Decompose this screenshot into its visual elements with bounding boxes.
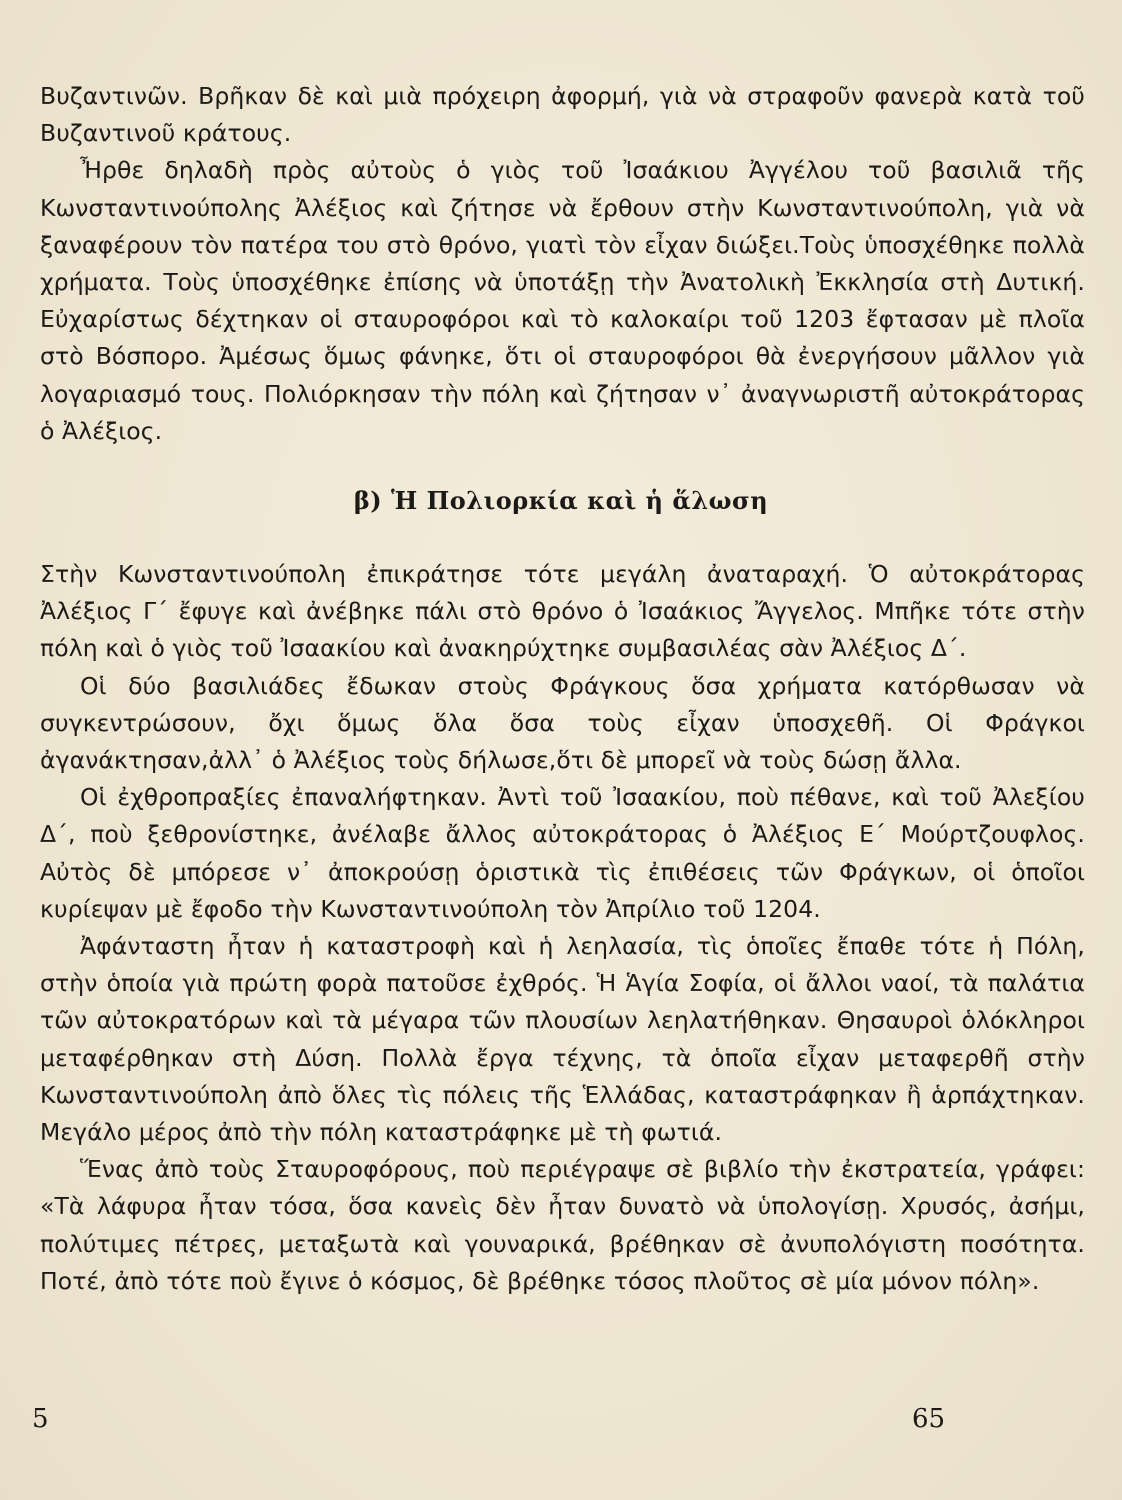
paragraph-destruction: Ἀφάνταστη ἦταν ἡ καταστροφὴ καὶ ἡ λεηλασία, τὶς ὁποῖες ἔπαθε τότε ἡ Πόλη, στὴν ὁποία γιὰ πρώτη φορὰ πατοῦσε ἐχθρός. Ἡ Ἁγία Σοφία, οἱ ἄλλοι ναοί, τὰ παλάτια τῶν αὐτοκρατόρων καὶ τὰ μέγαρα τῶν πλουσίων λεηλατήθηκαν. Θησαυροὶ ὁλόκληροι μεταφέρθηκαν στὴ Δύση. Πολλὰ ἔργα τέχνης, τὰ ὁποῖα εἶχαν μεταφερθῆ στὴν Κωνσταντινούπολη ἀπὸ ὅλες τὶς πόλεις τῆς Ἑλλάδας, καταστράφηκαν ἢ ἁρπάχτηκαν. Μεγάλο μέρος ἀπὸ τὴν πόλη καταστράφηκε μὲ τὴ φωτιά.	[40, 932, 1085, 1147]
text-block-top	[40, 78, 1085, 450]
paragraph-hostilities: Οἱ ἐχθροπραξίες ἐπαναλήφτηκαν. Ἀντὶ τοῦ Ἰσαακίου, ποὺ πέθανε, καὶ τοῦ Ἀλεξίου Δ΄, ποὺ ξεθρονίστηκε, ἀνέλαβε ἄλλος αὐτοκράτορας ὁ Ἀλέξιος Ε΄ Μούρτζουφλος. Αὐτὸς δὲ μπόρεσε ν᾽ ἀποκρούσῃ ὁριστικὰ τὶς ἐπιθέσεις τῶν Φράγκων, οἱ ὁποῖοι κυρίεψαν μὲ ἔφοδο τὴν Κωνσταντινούπολη τὸν Ἀπρίλιο τοῦ 1204.	[40, 783, 1085, 923]
paragraph-turmoil: Στὴν Κωνσταντινούπολη ἐπικράτησε τότε μεγάλη ἀναταραχή. Ὁ αὐτοκράτορας Ἀλέξιος Γ΄ ἔφυγε καὶ ἀνέβηκε πάλι στὸ θρόνο ὁ Ἰσαάκιος Ἄγγελος. Μπῆκε τότε στὴν πόλη καὶ ὁ γιὸς τοῦ Ἰσαακίου καὶ ἀνακηρύχτηκε συμβασιλέας σὰν Ἀλέξιος Δ΄.	[40, 560, 1085, 663]
page-number: 65	[912, 1404, 946, 1434]
section-heading: β) Ἡ Πολιορκία καὶ ἡ ἅλωση	[353, 486, 769, 515]
signature-mark: 5	[32, 1404, 49, 1434]
paragraph-alexios-request: Ἦρθε δηλαδὴ πρὸς αὐτοὺς ὁ γιὸς τοῦ Ἰσαάκιου Ἀγγέλου τοῦ βασιλιᾶ τῆς Κωνσταντινούπολης Ἀλέξιος καὶ ζήτησε νὰ ἔρθουν στὴν Κωνσταντινούπολη, γιὰ νὰ ξαναφέρουν τὸν πατέρα του στὸ θρόνο, γιατὶ τὸν εἶχαν διώξει.Τοὺς ὑποσχέθηκε πολλὰ χρήματα. Τοὺς ὑποσχέθηκε ἐπίσης νὰ ὑποτάξῃ τὴν Ἀνατολικὴ Ἐκκλησία στὴ Δυτική. Εὐχαρίστως δέχτηκαν οἱ σταυροφόροι καὶ τὸ καλοκαίρι τοῦ 1203 ἔφτασαν μὲ πλοῖα στὸ Βόσπορο. Ἀμέσως ὅμως φάνηκε, ὅτι οἱ σταυροφόροι θὰ ἐνεργήσουν μᾶλλον γιὰ λογαριασμό τους. Πολιόρκησαν τὴν πόλη καὶ ζήτησαν ν᾽ ἀναγνωριστῆ αὐτοκράτορας ὁ Ἀλέξιος.	[40, 156, 1085, 445]
text-block-bottom	[40, 556, 1085, 1300]
paragraph-crusader-quote: Ἕνας ἀπὸ τοὺς Σταυροφόρους, ποὺ περιέγραψε σὲ βιβλίο τὴν ἐκστρατεία, γράφει: «Τὰ λάφυρα ἦταν τόσα, ὅσα κανεὶς δὲν ἦταν δυνατὸ νὰ ὑπολογίσῃ. Χρυσός, ἀσήμι, πολύτιμες πέτρες, μεταξωτὰ καὶ γουναρικά, βρέθηκαν σὲ ἀνυπολόγιστη ποσότητα. Ποτέ, ἀπὸ τότε ποὺ ἔγινε ὁ κόσμος, δὲ βρέθηκε τόσος πλοῦτος σὲ μία μόνον πόλη».	[40, 1155, 1085, 1295]
paragraph-continuation: Βυζαντινῶν. Βρῆκαν δὲ καὶ μιὰ πρόχειρη ἀφορμή, γιὰ νὰ στραφοῦν φανερὰ κατὰ τοῦ Βυζαντινοῦ κράτους.	[40, 82, 1085, 148]
paragraph-payment: Οἱ δύο βασιλιάδες ἔδωκαν στοὺς Φράγκους ὅσα χρήματα κατόρθωσαν νὰ συγκεντρώσουν, ὄχι ὅμως ὅλα ὅσα τοὺς εἶχαν ὑποσχεθῆ. Οἱ Φράγκοι ἀγανάκτησαν,ἀλλ᾽ ὁ Ἀλέξιος τοὺς δήλωσε,ὅτι δὲ μπορεῖ νὰ τοὺς δώσῃ ἄλλα.	[40, 671, 1085, 775]
